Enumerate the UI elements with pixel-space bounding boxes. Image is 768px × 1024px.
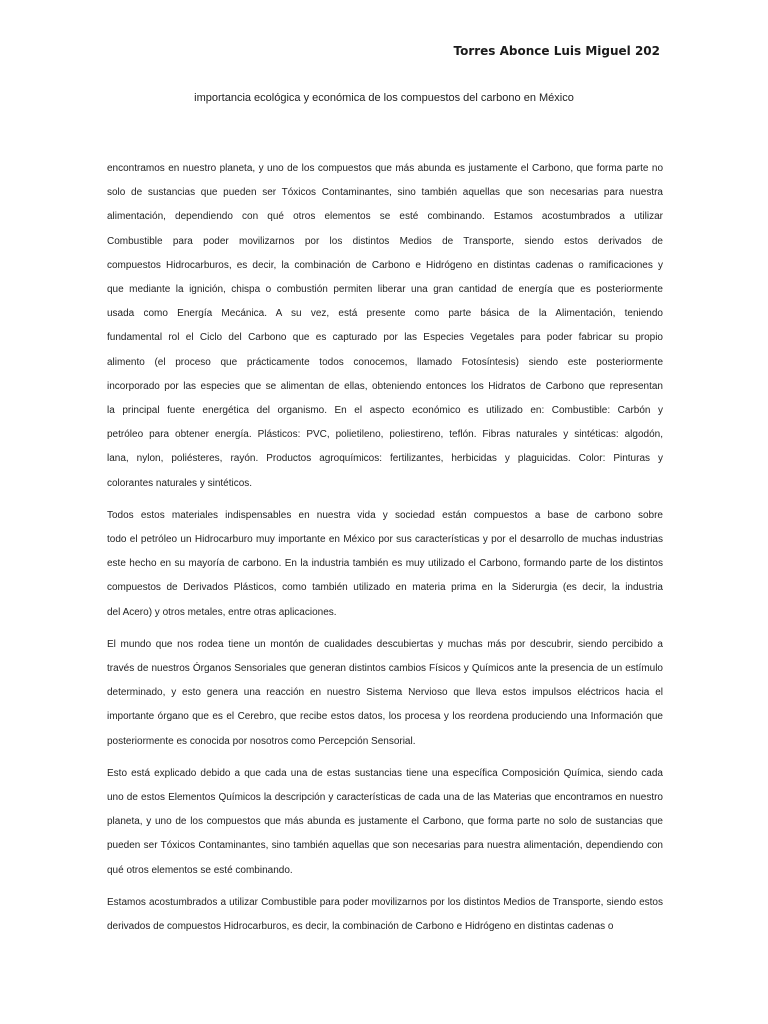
paragraph — [107, 762, 663, 883]
paragraph-line: que mediante la ignición, chispa o combustión permiten liberar una gran cantidad de energía que es posteriormente — [107, 284, 663, 296]
paragraph-line: pueden ser Tóxicos Contaminantes, sino también aquellas que son necesarias para nuestra alimentación, dependiendo con — [107, 840, 663, 852]
paragraph-line: este hecho en su mayoría de carbono. En la industria también es muy utilizado el Carbono, formando parte de los distintos — [107, 558, 663, 570]
paragraph — [107, 891, 663, 939]
paragraph-line: lana, nylon, poliésteres, rayón. Productos agroquímicos: fertilizantes, herbicidas y plaguicidas. Color: Pinturas y — [107, 453, 663, 465]
paragraph-line: derivados de compuestos Hidrocarburos, es decir, la combinación de Carbono e Hidrógeno en distintas cadenas o — [107, 921, 614, 933]
paragraph-line: alimento (el proceso que prácticamente todos conocemos, llamado Fotosíntesis) siendo este posteriormente — [107, 356, 663, 368]
paragraph-line: compuestos de Derivados Plásticos, como también utilizado en materia prima en la Siderurgia (es decir, la industria — [107, 582, 663, 594]
paragraph — [107, 633, 663, 754]
paragraph-line: Todos estos materiales indispensables en nuestra vida y sociedad están compuestos a base de carbono sobre — [107, 509, 663, 521]
paragraph-line: alimentación, dependiendo con qué otros elementos se esté combinando. Estamos acostumbrados a utilizar — [107, 211, 663, 223]
paragraph-line: posteriormente es conocida por nosotros como Percepción Sensorial. — [107, 735, 416, 747]
paragraph-line: uno de estos Elementos Químicos la descripción y características de cada una de las Materias que encontramos en nuestro — [107, 792, 663, 804]
paragraph-line: planeta, y uno de los compuestos que más abunda es justamente el Carbono, que forma parte no solo de sustancias que — [107, 816, 663, 828]
paragraph — [107, 157, 663, 496]
paragraph-line: incorporado por las especies que se alimentan de ellas, obteniendo entonces los Hidratos de Carbono que representan — [107, 380, 663, 392]
paragraph-line: determinado, y esto genera una reacción en nuestro Sistema Nervioso que lleva estos impulsos eléctricos hacia el — [107, 687, 663, 699]
author-name: Torres Abonce Luis Miguel 202 — [453, 44, 660, 58]
paragraph-line: todo el petróleo un Hidrocarburo muy importante en México por sus características y por el desarrollo de muchas industrias — [107, 534, 663, 546]
paragraph-line: fundamental rol el Ciclo del Carbono que es capturado por las Especies Vegetales para poder fabricar su propio — [107, 332, 663, 344]
paragraph-line: Estamos acostumbrados a utilizar Combustible para poder movilizarnos por los distintos Medios de Transporte, siendo estos — [107, 896, 663, 908]
paragraph-line: importante órgano que es el Cerebro, que recibe estos datos, los procesa y los reordena produciendo una Información que — [107, 711, 663, 723]
paragraph-line: del Acero) y otros metales, entre otras aplicaciones. — [107, 606, 337, 618]
paragraph-line: qué otros elementos se esté combinando. — [107, 864, 293, 876]
paragraph-line: usada como Energía Mecánica. A su vez, está presente como parte básica de la Alimentación, teniendo — [107, 308, 663, 320]
paragraph-line: petróleo para obtener energía. Plásticos: PVC, polietileno, poliestireno, teflón. Fibras naturales y sintéticas: algodón, — [107, 429, 663, 441]
paragraph-line: Esto está explicado debido a que cada una de estas sustancias tiene una específica Composición Química, siendo cada — [107, 767, 663, 779]
paragraph-line: solo de sustancias que pueden ser Tóxicos Contaminantes, sino también aquellas que son necesarias para nuestra — [107, 187, 663, 199]
paragraph-line: Combustible para poder movilizarnos por los distintos Medios de Transporte, siendo estos derivados de — [107, 235, 663, 247]
document-title: importancia ecológica y económica de los compuestos del carbono en México — [194, 92, 574, 104]
paragraph-line: El mundo que nos rodea tiene un montón de cualidades descubiertas y muchas más por descubrir, siendo percibido a — [107, 638, 663, 650]
paragraph — [107, 504, 663, 625]
paragraph-line: encontramos en nuestro planeta, y uno de los compuestos que más abunda es justamente el Carbono, que forma parte no — [107, 163, 663, 174]
paragraph-line: colorantes naturales y sintéticos. — [107, 477, 253, 489]
paragraph-line: través de nuestros Órganos Sensoriales que generan distintos cambios Físicos y Químicos ante la presencia de un estímulo — [107, 663, 663, 675]
paragraph-line: la principal fuente energética del organismo. En el aspecto económico es utilizado en: Combustible: Carbón y — [107, 405, 663, 417]
document-body — [107, 157, 663, 947]
paragraph-line: compuestos Hidrocarburos, es decir, la combinación de Carbono e Hidrógeno en distintas cadenas o ramificaciones y — [107, 259, 663, 271]
